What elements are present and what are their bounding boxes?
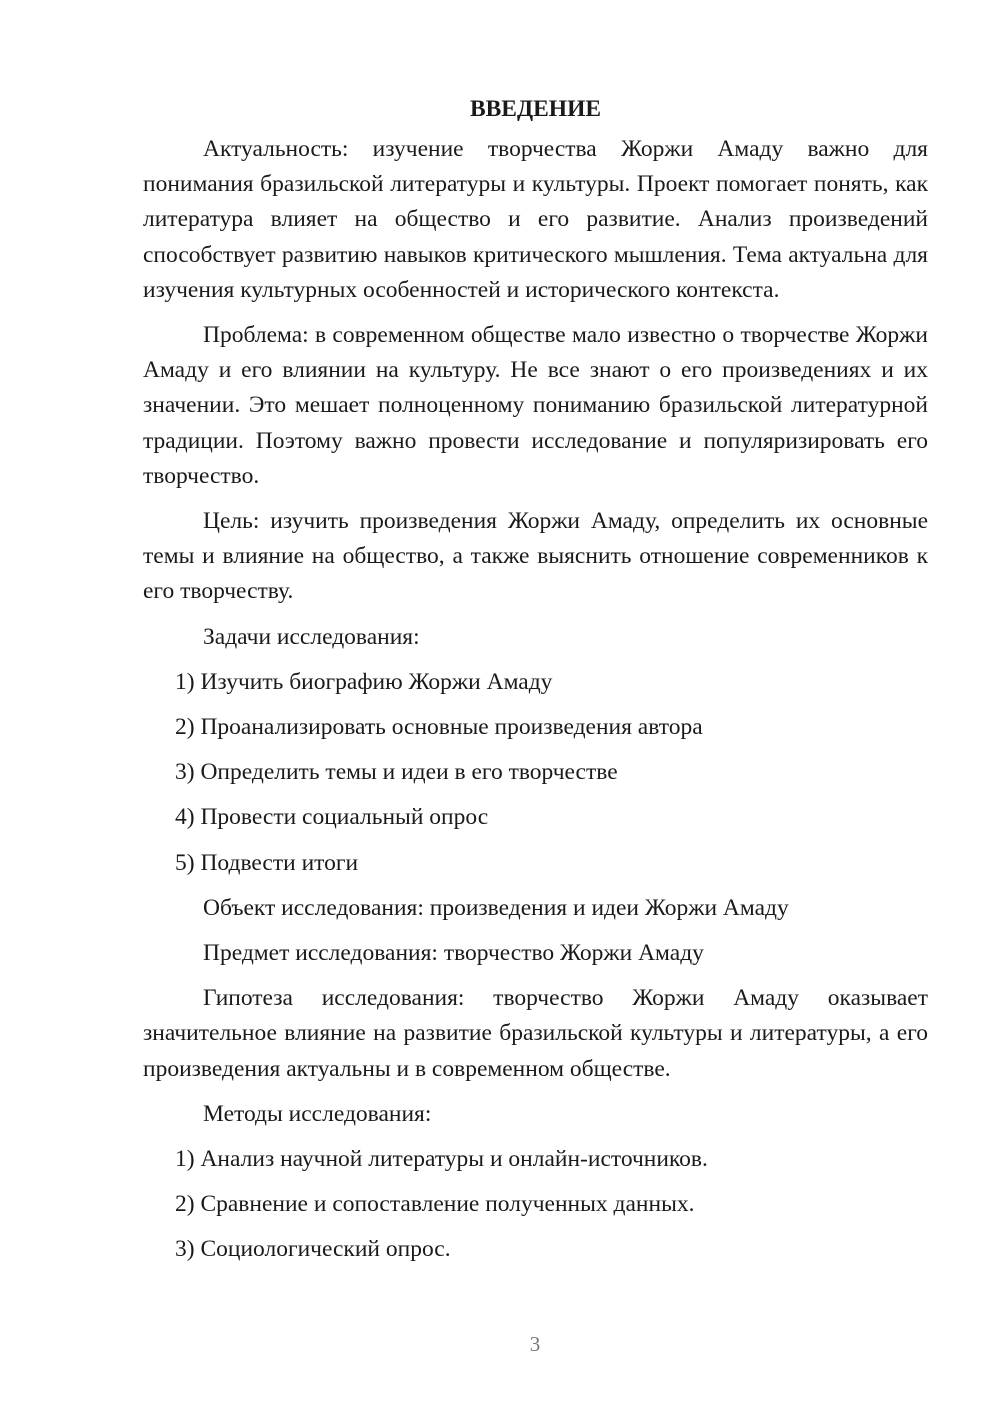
problem-paragraph: Проблема: в современном обществе мало известно о творчестве Жоржи Амаду и его влиянии на культуру. Не все знают о его произведениях и их значении. Это мешает полноценному пониманию бразильской литературной традиции. Поэтому важно провести исследование и популяризировать его творчество. — [143, 322, 928, 489]
methods-heading: Методы исследования: — [203, 1100, 432, 1127]
tasks-heading: Задачи исследования: — [203, 623, 420, 650]
methods-list — [143, 1142, 928, 1268]
list-item: 1) Анализ научной литературы и онлайн-источников. — [175, 1146, 708, 1173]
page-number: 3 — [529, 1332, 541, 1356]
list-item: 1) Изучить биографию Жоржи Амаду — [175, 668, 553, 695]
list-item: 2) Сравнение и сопоставление полученных данных. — [175, 1191, 695, 1218]
list-item: 3) Социологический опрос. — [175, 1236, 451, 1263]
hypothesis-paragraph: Гипотеза исследования: творчество Жоржи Амаду оказывает значительное влияние на развитие бразильской культуры и литературы, а его произведения актуальны и в современном обществе. — [143, 985, 928, 1082]
goal-paragraph: Цель: изучить произведения Жоржи Амаду, определить их основные темы и влияние на общество, а также выяснить отношение современников к его творчеству. — [143, 508, 928, 605]
list-item: 5) Подвести итоги — [175, 849, 359, 876]
list-item: 3) Определить темы и идеи в его творчестве — [175, 759, 618, 786]
list-item: 4) Провести социальный опрос — [175, 804, 489, 831]
object-line: Объект исследования: произведения и идеи Жоржи Амаду — [203, 894, 789, 921]
relevance-paragraph: Актуальность: изучение творчества Жоржи Амаду важно для понимания бразильской литературы и культуры. Проект помогает понять, как литература влияет на общество и его развитие. Анализ произведений способствует развитию навыков критического мышления. Тема актуальна для изучения культурных особенностей и исторического контекста. — [143, 136, 928, 303]
tasks-list — [143, 665, 928, 881]
subject-line: Предмет исследования: творчество Жоржи Амаду — [203, 940, 704, 967]
section-title: ВВЕДЕНИЕ — [469, 96, 602, 122]
list-item: 2) Проанализировать основные произведения автора — [175, 714, 703, 741]
document-page — [143, 90, 928, 1278]
